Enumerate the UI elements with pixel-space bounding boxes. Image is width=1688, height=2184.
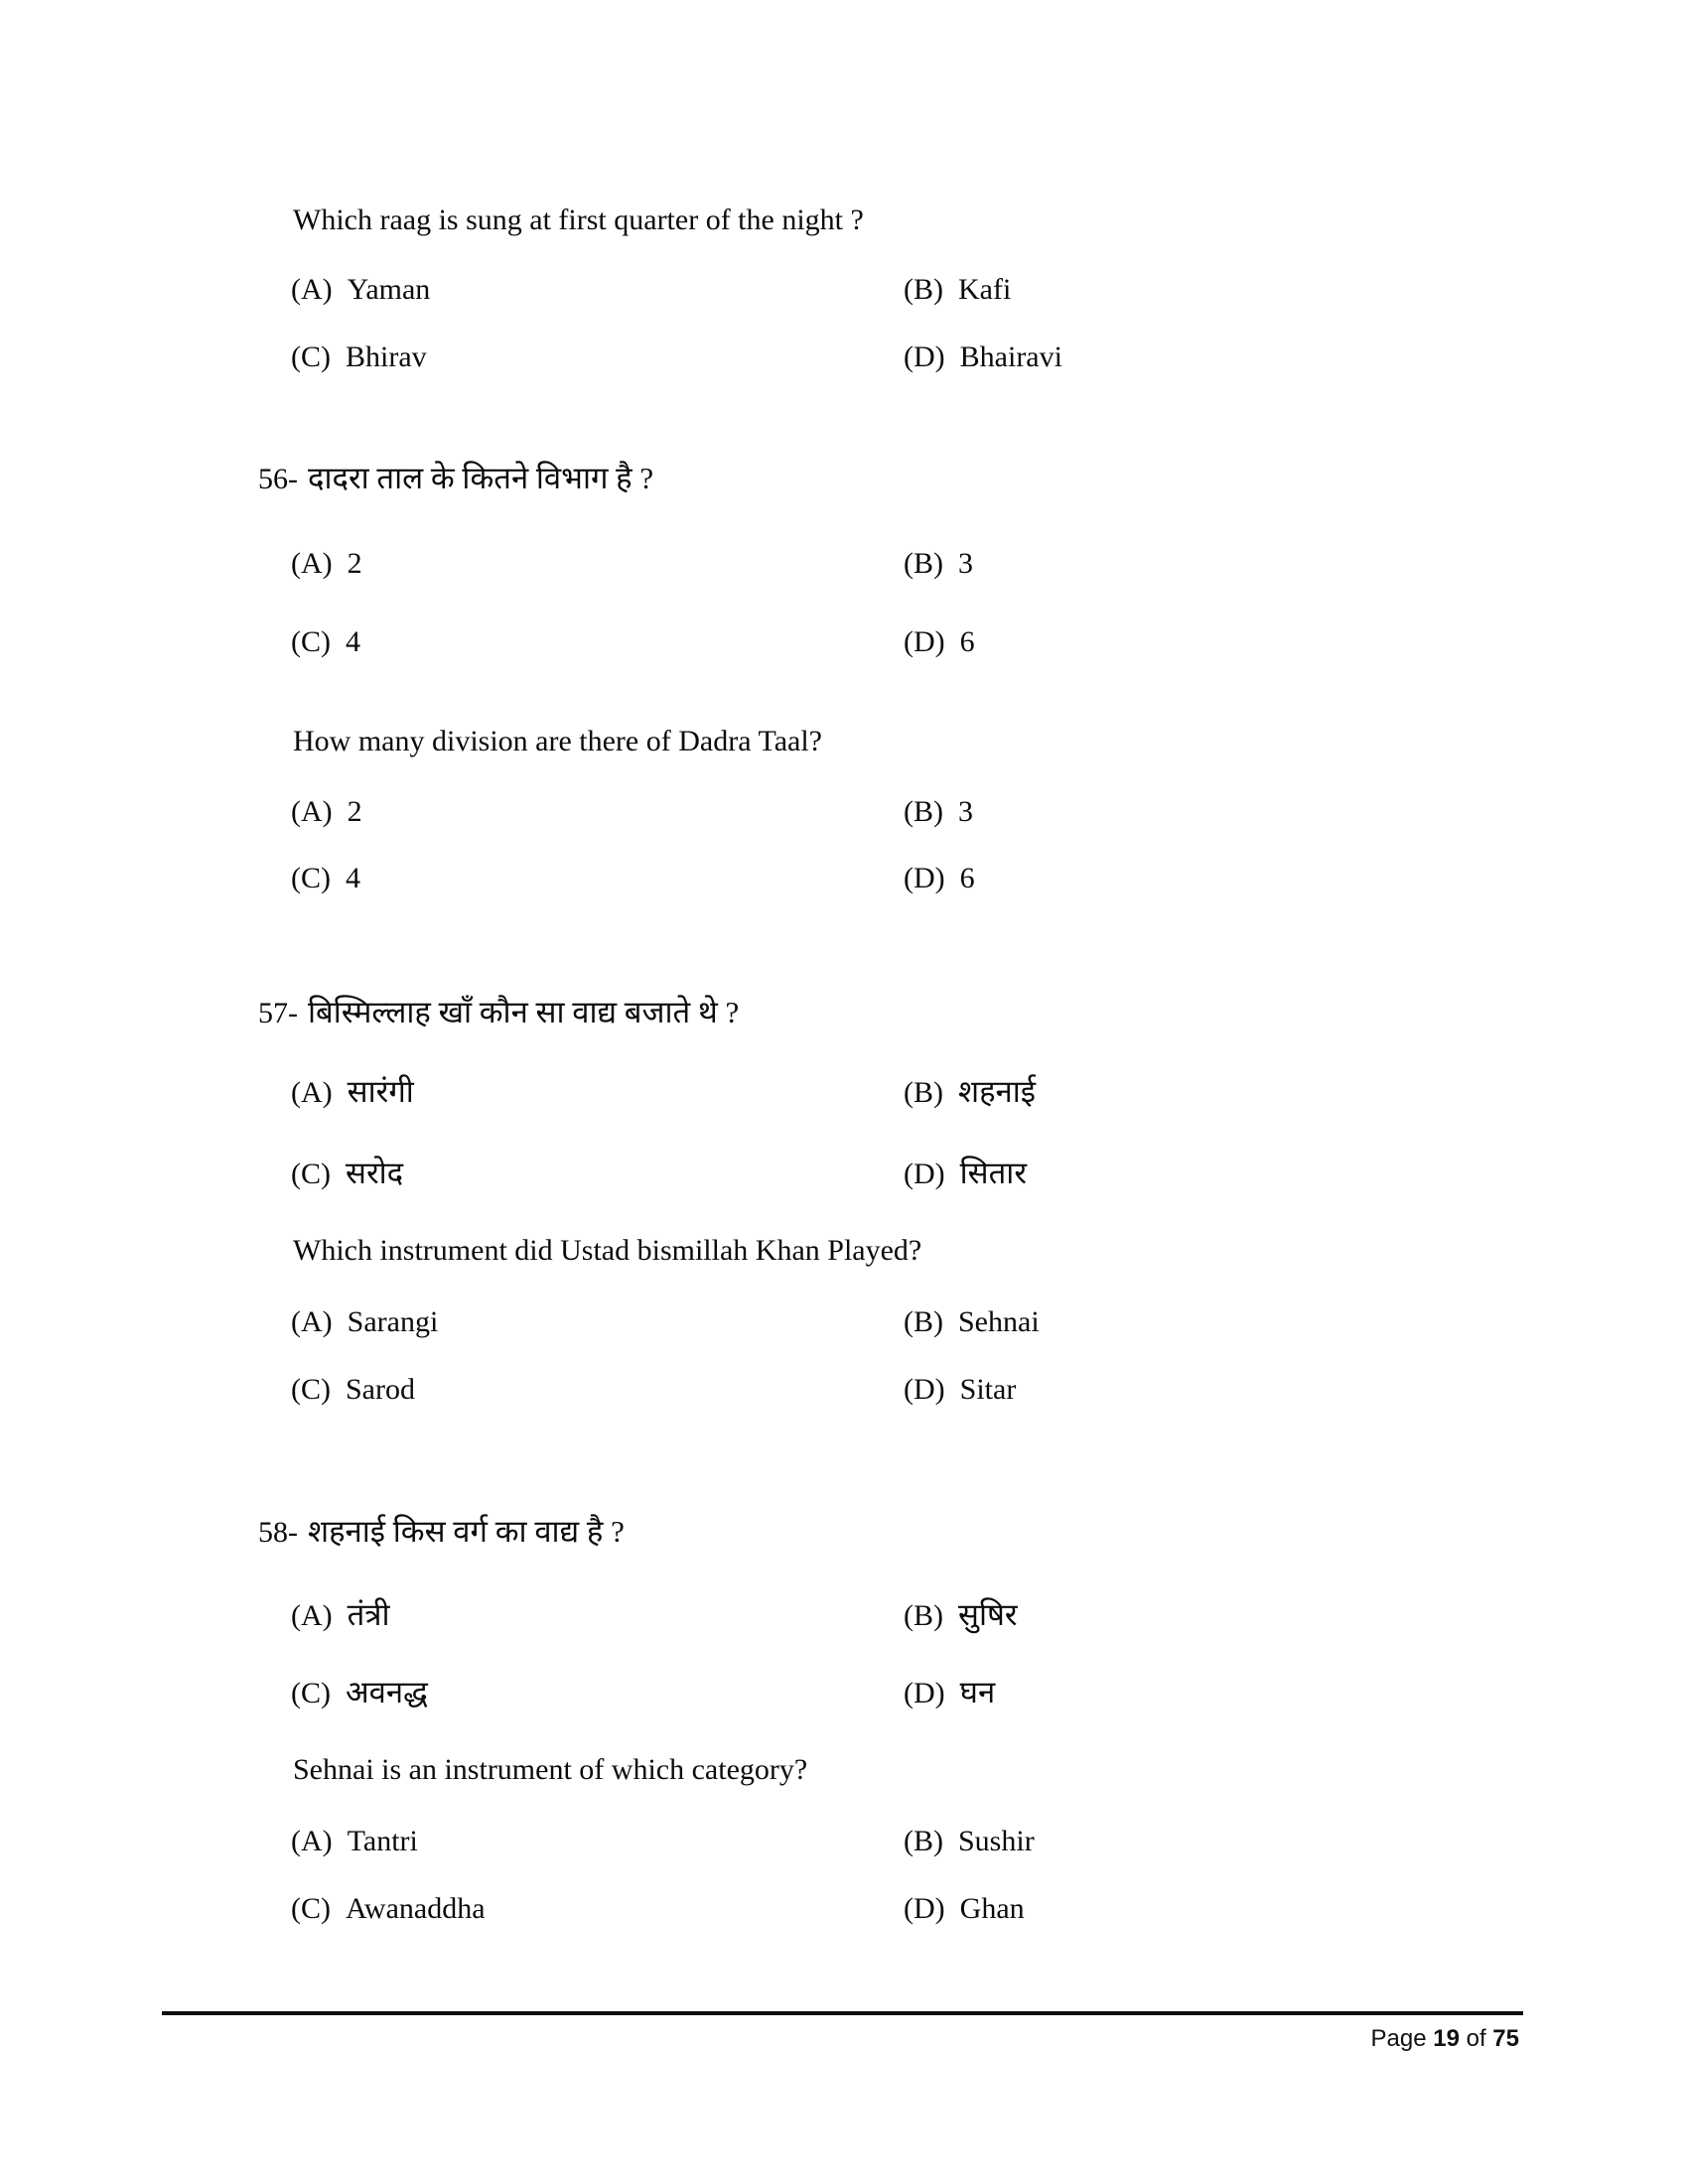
question-text [258, 1512, 625, 1553]
option-b [904, 544, 973, 584]
page-footer [162, 2025, 1519, 2053]
option-row [0, 1822, 1688, 1865]
option-label: (B) [904, 1825, 943, 1857]
option-label: (A) [291, 1825, 333, 1857]
question-number: 56- [258, 463, 298, 495]
option-b [904, 792, 973, 832]
option-row [0, 622, 1688, 666]
option-label: (C) [291, 862, 331, 894]
option-text: 3 [958, 795, 973, 828]
question-text-hindi: दादरा ताल के कितने विभाग है ? [308, 461, 654, 495]
question-row [0, 722, 1688, 765]
option-b [904, 1302, 1040, 1342]
option-text: Sarangi [347, 1305, 439, 1338]
option-label: (D) [904, 1677, 945, 1709]
option-text: Bhirav [346, 341, 427, 373]
option-c [291, 1889, 486, 1929]
option-text: सारंगी [347, 1074, 414, 1109]
question-text: Which instrument did Ustad bismillah Khan Played? [293, 1234, 922, 1267]
option-label: (B) [904, 795, 943, 828]
option-text: Tantri [347, 1825, 418, 1857]
option-d [904, 1154, 1027, 1194]
option-row [0, 1673, 1688, 1716]
option-text: घन [959, 1675, 996, 1709]
option-label: (D) [904, 1892, 945, 1925]
question-text-hindi: बिस्मिल्लाह खाँ कौन सा वाद्य बजाते थे ? [308, 995, 740, 1029]
option-d [904, 1370, 1016, 1410]
footer-page-number: 19 [1433, 2025, 1460, 2052]
option-text: अवनद्ध [346, 1675, 428, 1709]
option-row [0, 1595, 1688, 1639]
option-text: 4 [346, 625, 360, 658]
option-label: (A) [291, 547, 333, 580]
option-label: (D) [904, 862, 945, 894]
option-text: 4 [346, 862, 360, 894]
option-text: Sitar [959, 1373, 1017, 1406]
option-label: (A) [291, 1305, 333, 1338]
option-row [0, 544, 1688, 588]
option-row [0, 1370, 1688, 1414]
question-row [0, 1231, 1688, 1275]
option-c [291, 338, 427, 377]
option-label: (C) [291, 1373, 331, 1406]
option-label: (A) [291, 1076, 333, 1109]
option-a [291, 544, 362, 584]
option-d [904, 1889, 1025, 1929]
option-a [291, 1302, 438, 1342]
option-row [0, 1889, 1688, 1933]
option-a [291, 270, 430, 310]
option-label: (A) [291, 1599, 333, 1632]
option-row [0, 792, 1688, 836]
option-text: Ghan [959, 1892, 1025, 1925]
option-text: Sarod [346, 1373, 415, 1406]
option-text: 6 [959, 625, 975, 658]
option-b [904, 1822, 1035, 1861]
question-text: Which raag is sung at first quarter of the night ? [293, 204, 864, 236]
option-text: सुषिर [958, 1597, 1018, 1632]
option-text: Bhairavi [959, 341, 1062, 373]
option-d [904, 859, 975, 898]
question-row [0, 1750, 1688, 1794]
option-label: (C) [291, 1892, 331, 1925]
question-text: Sehnai is an instrument of which category? [293, 1753, 808, 1786]
question-text [258, 993, 739, 1033]
option-label: (C) [291, 1158, 331, 1190]
option-text: Yaman [347, 273, 431, 306]
option-row [0, 1154, 1688, 1197]
option-c [291, 622, 360, 662]
option-label: (B) [904, 1599, 943, 1632]
option-label: (B) [904, 1305, 943, 1338]
question-text-hindi: शहनाई किस वर्ग का वाद्य है ? [308, 1514, 625, 1549]
option-text: 3 [958, 547, 973, 580]
option-text: Kafi [958, 273, 1012, 306]
option-label: (B) [904, 273, 943, 306]
option-label: (C) [291, 1677, 331, 1709]
option-label: (D) [904, 1373, 945, 1406]
option-d [904, 622, 975, 662]
question-number: 57- [258, 997, 298, 1029]
option-a [291, 1822, 418, 1861]
option-a [291, 1072, 414, 1113]
question-row [0, 993, 1688, 1036]
option-a [291, 792, 362, 832]
option-text: 2 [347, 547, 362, 580]
option-text: Awanaddha [346, 1892, 486, 1925]
option-row [0, 1302, 1688, 1346]
option-label: (A) [291, 273, 333, 306]
option-text: 6 [959, 862, 975, 894]
option-text: तंत्री [347, 1597, 390, 1632]
option-b [904, 1072, 1036, 1113]
option-row [0, 338, 1688, 381]
option-c [291, 1370, 415, 1410]
question-text: How many division are there of Dadra Taal? [293, 725, 822, 757]
option-b [904, 270, 1011, 310]
option-c [291, 1154, 403, 1194]
option-text: Sushir [958, 1825, 1035, 1857]
question-number: 58- [258, 1516, 298, 1549]
option-row [0, 1072, 1688, 1116]
option-c [291, 859, 360, 898]
option-label: (D) [904, 1158, 945, 1190]
option-d [904, 1673, 995, 1713]
question-row [0, 201, 1688, 244]
footer-divider [162, 2011, 1523, 2015]
option-b [904, 1595, 1018, 1636]
option-text: Sehnai [958, 1305, 1040, 1338]
option-d [904, 338, 1062, 377]
option-row [0, 859, 1688, 902]
option-label: (B) [904, 547, 943, 580]
option-text: सितार [959, 1156, 1028, 1190]
question-row [0, 1512, 1688, 1556]
option-text: शहनाई [958, 1074, 1036, 1109]
question-text [258, 459, 653, 499]
option-row [0, 270, 1688, 314]
option-label: (C) [291, 625, 331, 658]
footer-total-pages: 75 [1492, 2025, 1519, 2052]
footer-page-prefix: Page [1370, 2025, 1427, 2052]
option-text: सरोद [346, 1156, 404, 1190]
option-label: (D) [904, 341, 945, 373]
footer-of-text: of [1466, 2025, 1486, 2052]
option-text: 2 [347, 795, 362, 828]
option-label: (A) [291, 795, 333, 828]
option-label: (B) [904, 1076, 943, 1109]
option-a [291, 1595, 389, 1636]
question-row [0, 459, 1688, 502]
option-label: (D) [904, 625, 945, 658]
option-label: (C) [291, 341, 331, 373]
option-c [291, 1673, 428, 1713]
